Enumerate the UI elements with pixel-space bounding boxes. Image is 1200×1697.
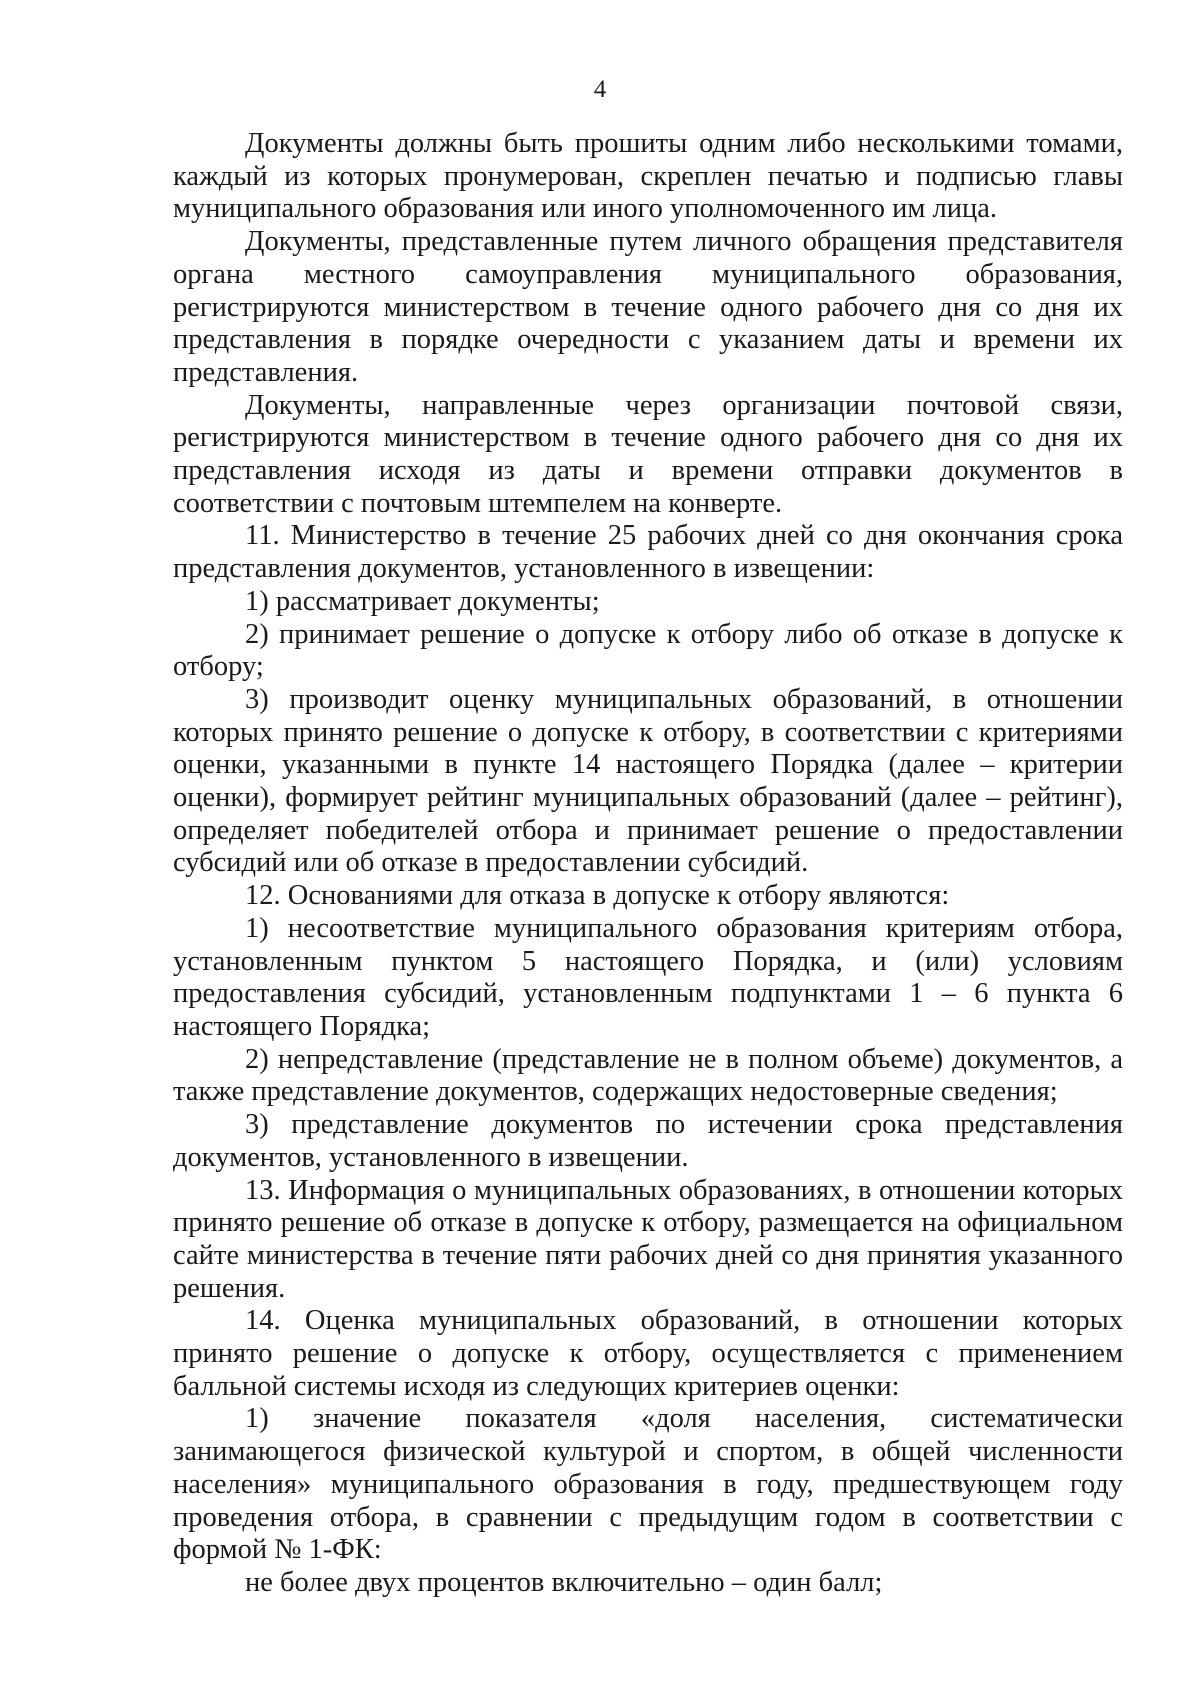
list-item: 1) рассматривает документы; xyxy=(245,585,600,617)
page-number: 4 xyxy=(593,76,607,103)
list-item: 1) несоответствие муниципального образования критериям отбора, установленным пунктом 5 настоящего Порядка, и (или) условиям предоставления субсидий, установленным подпунктами 1 – 6 пункта 6 настоящего Порядка; xyxy=(173,912,1123,1042)
paragraph: 12. Основаниями для отказа в допуске к отбору являются: xyxy=(245,880,950,912)
list-item: 1) значение показателя «доля населения, систематически занимающегося физической культурой и спортом, в общей численности населения» муниципального образования в году, предшествующем году проведения отбора, в сравнении с предыдущим годом в соответствии с формой № 1-ФК: xyxy=(173,1403,1123,1566)
list-item: не более двух процентов включительно – один балл; xyxy=(245,1566,883,1598)
paragraph: Документы, направленные через организации почтовой связи, регистрируются министерством в течение одного рабочего дня со дня их представления исходя из даты и времени отправки документов в соответствии с почтовым штемпелем на конверте. xyxy=(173,389,1123,519)
paragraph: 13. Информация о муниципальных образованиях, в отношении которых принято решение об отказе в допуске к отбору, размещается на официальном сайте министерства в течение пяти рабочих дней со дня принятия указанного решения. xyxy=(173,1174,1123,1304)
paragraph: 11. Министерство в течение 25 рабочих дней со дня окончания срока представления документов, установленного в извещении: xyxy=(173,520,1123,585)
list-item: 2) непредставление (представление не в полном объеме) документов, а также представление документов, содержащих недостоверные сведения; xyxy=(173,1043,1123,1108)
paragraph: Документы должны быть прошиты одним либо несколькими томами, каждый из которых пронумерован, скреплен печатью и подписью главы муниципального образования или иного уполномоченного им лица. xyxy=(173,128,1123,225)
paragraph: Документы, представленные путем личного обращения представителя органа местного самоуправления муниципального образования, регистрируются министерством в течение одного рабочего дня со дня их представления в порядке очередности с указанием даты и времени их представления. xyxy=(173,226,1123,388)
document-body xyxy=(173,128,1123,1600)
paragraph: 14. Оценка муниципальных образований, в отношении которых принято решение о допуске к отбору, осуществляется с применением балльной системы исходя из следующих критериев оценки: xyxy=(173,1305,1123,1402)
list-item: 3) представление документов по истечении срока представления документов, установленного в извещении. xyxy=(173,1109,1123,1173)
list-item: 3) производит оценку муниципальных образований, в отношении которых принято решение о допуске к отбору, в соответствии с критериями оценки, указанными в пункте 14 настоящего Порядка (далее – критерии оценки), формирует рейтинг муниципальных образований (далее – рейтинг), определяет победителей отбора и принимает решение о предоставлении субсидий или об отказе в предоставлении субсидий. xyxy=(173,683,1123,879)
list-item: 2) принимает решение о допуске к отбору либо об отказе в допуске к отбору; xyxy=(173,618,1123,683)
